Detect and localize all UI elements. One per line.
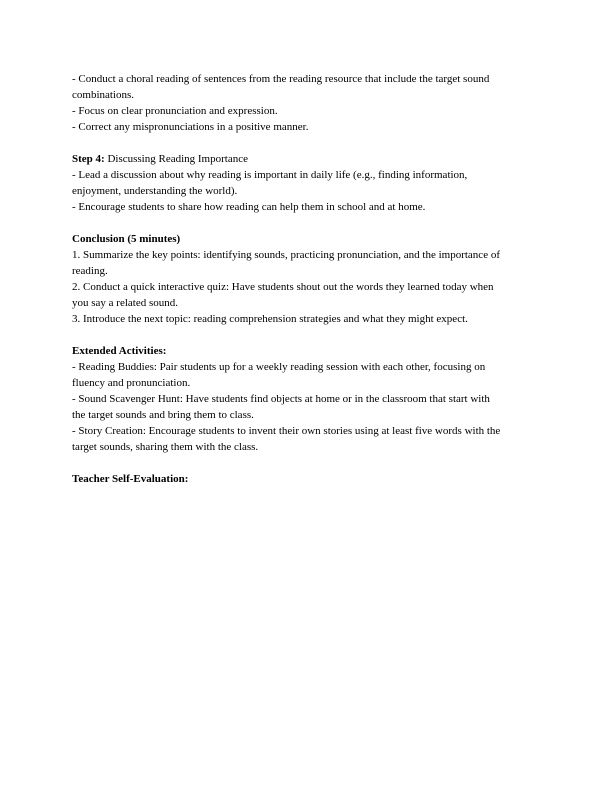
list-item-line: combinations. [72,89,135,101]
step-title: Discussing Reading Importance [104,153,248,165]
list-item-line: - Sound Scavenger Hunt: Have students find objects at home or in the classroom that start with [72,393,490,405]
list-item-line: target sounds, sharing them with the class. [72,441,259,453]
list-item-line: 3. Introduce the next topic: reading comprehension strategies and what they might expect. [72,313,468,325]
self-evaluation-heading: Teacher Self-Evaluation: [72,473,189,485]
document-page [72,71,552,487]
list-item-line: fluency and pronunciation. [72,377,191,389]
list-item-line: enjoyment, understanding the world). [72,185,238,197]
list-item-line: - Lead a discussion about why reading is important in daily life (e.g., finding information, [72,169,468,181]
list-item-line: - Reading Buddies: Pair students up for a weekly reading session with each other, focusing on [72,361,486,373]
list-item-line: reading. [72,265,108,277]
list-item-line: - Encourage students to share how reading can help them in school and at home. [72,201,426,213]
list-item-line: - Story Creation: Encourage students to invent their own stories using at least five words with the [72,425,501,437]
extended-activities-heading: Extended Activities: [72,345,167,357]
step4-heading [72,151,552,167]
extended-activities-section [72,343,552,455]
conclusion-section [72,231,552,327]
list-item-line: the target sounds and bring them to class. [72,409,254,421]
list-item-line: - Focus on clear pronunciation and expression. [72,105,278,117]
list-item-line: - Conduct a choral reading of sentences from the reading resource that include the target sound [72,73,490,85]
list-item-line: 1. Summarize the key points: identifying sounds, practicing pronunciation, and the importance of [72,249,500,261]
list-item-line: - Correct any mispronunciations in a positive manner. [72,121,309,133]
list-item-line: you say a related sound. [72,297,178,309]
step4-section [72,151,552,215]
conclusion-heading: Conclusion (5 minutes) [72,233,181,245]
list-item-line: 2. Conduct a quick interactive quiz: Have students shout out the words they learned today when [72,281,494,293]
step-label: Step 4: [72,153,105,165]
practice-list [72,71,552,135]
